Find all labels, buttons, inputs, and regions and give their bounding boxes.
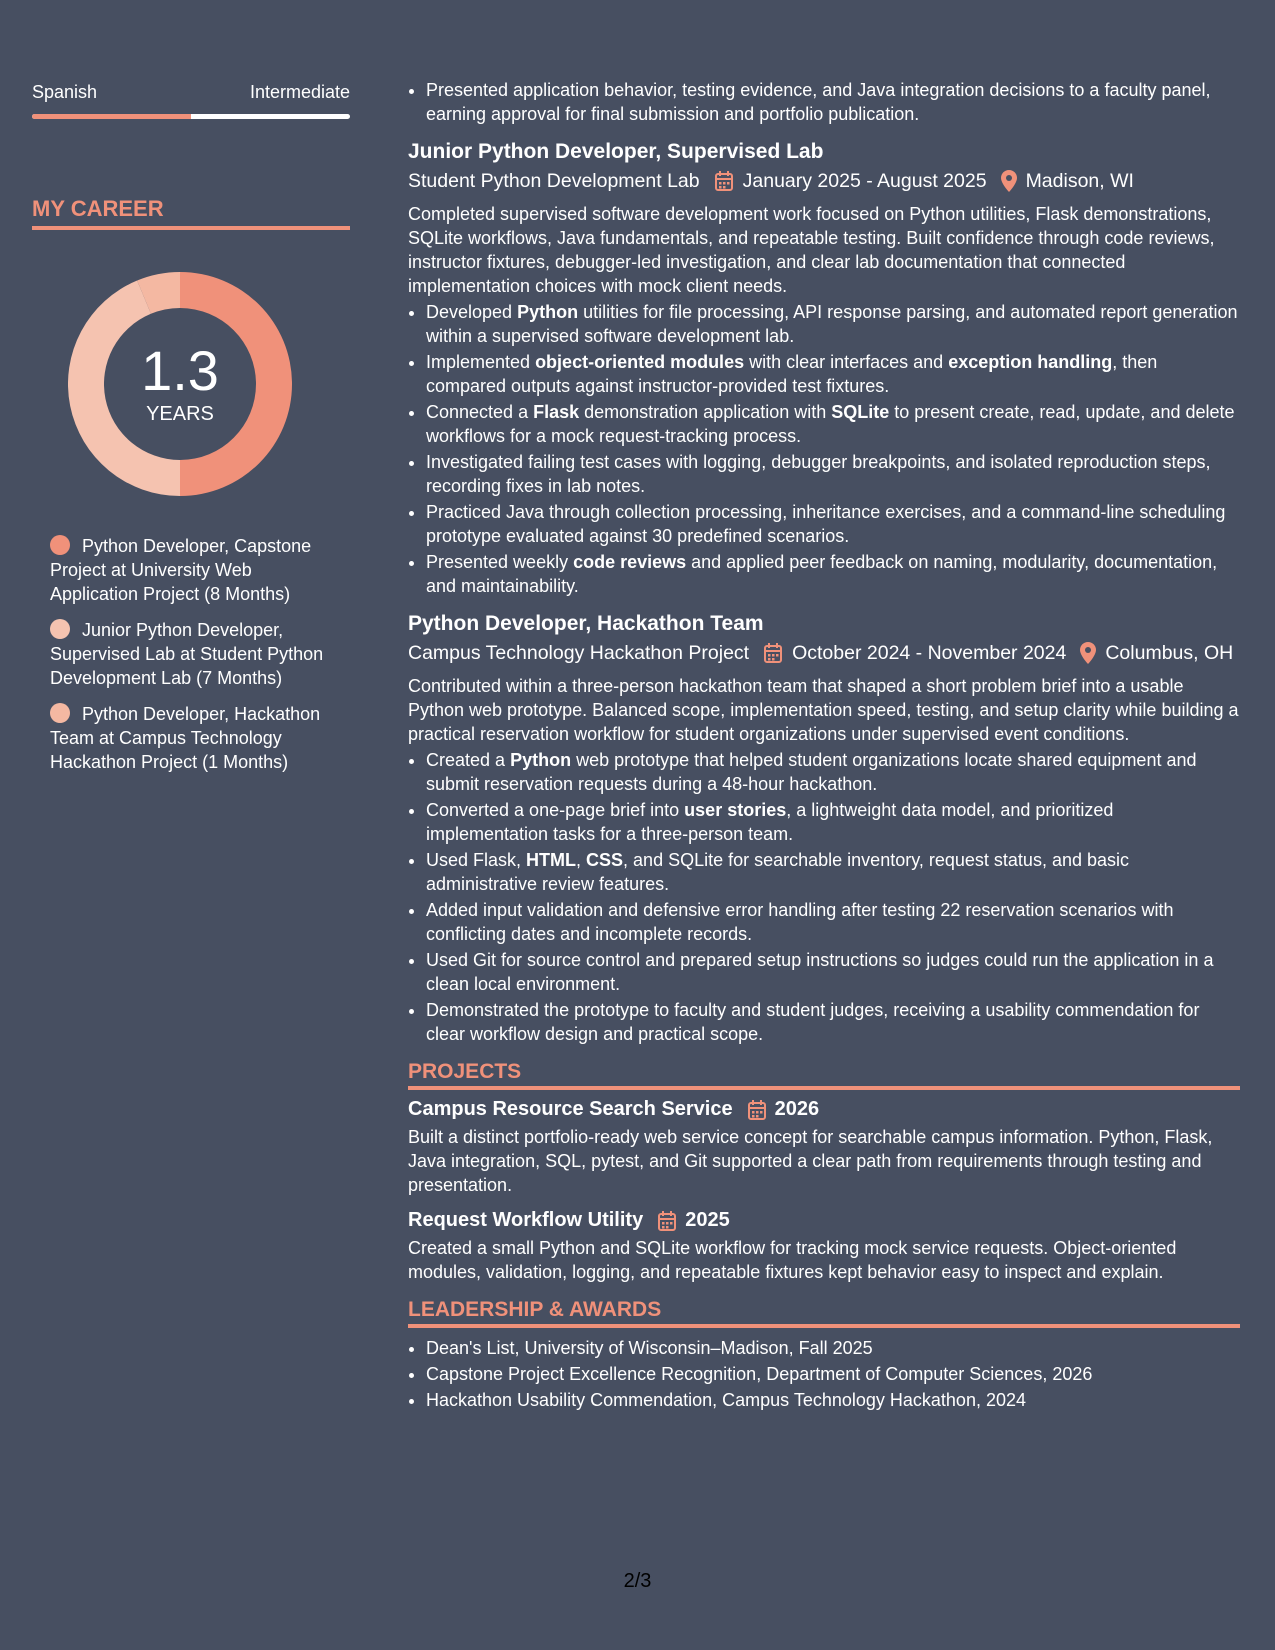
career-legend-item [50, 618, 340, 690]
job-location: Columbus, OH [1105, 642, 1234, 664]
main-content [408, 78, 1240, 1414]
job-bullet [426, 500, 1240, 548]
career-legend-item [50, 702, 340, 774]
bullet-text: Presented weekly [426, 552, 574, 572]
bullet-text: Developed [426, 302, 518, 322]
calendar-icon [714, 170, 734, 192]
job-bullet-list [408, 748, 1240, 1046]
award-item: • Hackathon Usability Commendation, Campus Technology Hackathon, 2024 [426, 1388, 1240, 1412]
job-meta [408, 640, 1240, 666]
language-row [32, 82, 350, 103]
language-level: Intermediate [249, 82, 350, 102]
awards-list [408, 1336, 1240, 1412]
career-legend-label: Python Developer, Hackathon Team at Campus Technology Hackathon Project (1 Months) [50, 704, 321, 772]
job-dates-group [749, 640, 1066, 666]
job-bullet [426, 300, 1240, 348]
bullet-keyword: code reviews [573, 552, 687, 572]
project-description: Built a distinct portfolio-ready web service concept for searchable campus information. Python, Flask, Java integration, SQL, pytest, and Git supported a clear path from requirements through testing and presentation. [408, 1127, 1213, 1195]
bullet-text: to present create, read, update, and delete workflows for a mock request-tracking process. [426, 402, 1235, 446]
award-item: • Capstone Project Excellence Recognition, Department of Computer Sciences, 2026 [426, 1362, 1240, 1386]
calendar-icon [747, 1099, 767, 1121]
projects-heading: PROJECTS [408, 1060, 1240, 1090]
intro-bullet: • Presented application behavior, testing evidence, and Java integration decisions to a faculty panel, earning approval for final submission and portfolio publication. [426, 78, 1240, 126]
calendar-icon [763, 642, 783, 664]
job-location: Madison, WI [1025, 170, 1134, 192]
bullet-text: and applied peer feedback on naming, modularity, documentation, and maintainability. [426, 552, 1218, 596]
language-proficiency-bar [32, 114, 350, 119]
career-donut-center [66, 270, 294, 498]
bullet-text: Converted a one-page brief into [426, 800, 685, 820]
career-legend [50, 534, 340, 786]
bullet-keyword: object-oriented modules [535, 352, 745, 372]
bullet-text: Used Flask, [426, 850, 527, 870]
bullet-text: Connected a [426, 402, 534, 422]
bullet-text: , then compared outputs against instructor-provided test fixtures. [426, 352, 1158, 396]
job-company: Student Python Development Lab [408, 170, 700, 192]
job-bullet [426, 400, 1240, 448]
job-bullet [426, 898, 1240, 946]
job-bullet [426, 450, 1240, 498]
job-company: Campus Technology Hackathon Project [408, 642, 750, 664]
project-description: Created a small Python and SQLite workflow for tracking mock service requests. Object-oriented modules, validation, logging, and repeatable fixtures kept behavior easy to inspect and explain. [408, 1238, 1177, 1282]
job-dates: January 2025 - August 2025 [742, 170, 987, 192]
job-bullet [426, 948, 1240, 996]
job-bullet [426, 350, 1240, 398]
bullet-text: Added input validation and defensive error handling after testing 22 reservation scenarios with conflicting dates and incomplete records. [426, 900, 1174, 944]
location-pin-icon [1080, 642, 1096, 664]
career-total-years: 1.3 [141, 338, 219, 402]
bullet-keyword: HTML [526, 850, 577, 870]
awards-heading: LEADERSHIP & AWARDS [408, 1298, 1240, 1328]
bullet-text: , and SQLite for searchable inventory, request status, and basic administrative review features. [426, 850, 1129, 894]
job-location-group [987, 168, 1134, 194]
job-dates-group [700, 168, 987, 194]
experience-list [408, 140, 1240, 1046]
job-bullet [426, 848, 1240, 896]
bullet-text: , [576, 850, 587, 870]
bullet-text: , a lightweight data model, and prioritized implementation tasks for a three-person team. [426, 800, 1114, 844]
bullet-text: Implemented [426, 352, 536, 372]
career-total-unit: YEARS [146, 402, 214, 425]
language-proficiency-fill [32, 114, 191, 119]
project-title-row [408, 1209, 1240, 1232]
bullet-text: demonstration application with [579, 402, 832, 422]
award-item: • Dean's List, University of Wisconsin–Madison, Fall 2025 [426, 1336, 1240, 1360]
location-pin-icon [1001, 170, 1017, 192]
bullet-text: utilities for file processing, API response parsing, and automated report generation within a supervised software development lab. [426, 302, 1238, 346]
bullet-keyword: user stories [684, 800, 787, 820]
job-title: Junior Python Developer, Supervised Lab [408, 140, 824, 163]
language-name: Spanish [32, 82, 98, 102]
career-legend-label: Junior Python Developer, Supervised Lab at Student Python Development Lab (7 Months) [50, 620, 324, 688]
calendar-icon [657, 1210, 677, 1232]
job-meta [408, 168, 1240, 194]
career-heading: MY CAREER [32, 196, 350, 230]
job-bullet [426, 748, 1240, 796]
job-bullet-list [408, 300, 1240, 598]
intro-bullet-list [408, 78, 1240, 126]
bullet-keyword: CSS [586, 850, 624, 870]
job-bullet [426, 998, 1240, 1046]
bullet-text: Demonstrated the prototype to faculty and student judges, receiving a usability commendation for clear workflow design and practical scope. [426, 1000, 1200, 1044]
bullet-text: Used Git for source control and prepared setup instructions so judges could run the application in a clean local environment. [426, 950, 1214, 994]
experience-entry [408, 140, 1240, 598]
legend-dot-icon [50, 619, 70, 639]
bullet-keyword: Flask [533, 402, 580, 422]
bullet-keyword: SQLite [831, 402, 890, 422]
bullet-text: web prototype that helped student organizations locate shared equipment and submit reservation requests during a 48-hour hackathon. [426, 750, 1197, 794]
projects-list [408, 1098, 1240, 1284]
career-legend-label: Python Developer, Capstone Project at University Web Application Project (8 Months) [50, 536, 312, 604]
bullet-text: with clear interfaces and [744, 352, 949, 372]
job-summary: Contributed within a three-person hackathon team that shaped a short problem brief into a usable Python web prototype. Balanced scope, implementation speed, testing, and setup clarity while building a practical reservation workflow for student organizations under supervised event conditions. [408, 676, 1239, 744]
career-legend-item [50, 534, 340, 606]
project-year: 2025 [685, 1209, 730, 1231]
job-title: Python Developer, Hackathon Team [408, 612, 764, 635]
bullet-text: Investigated failing test cases with logging, debugger breakpoints, and isolated reproduction steps, recording fixes in lab notes. [426, 452, 1211, 496]
experience-entry [408, 612, 1240, 1046]
project-title-row [408, 1098, 1240, 1121]
bullet-keyword: Python [510, 750, 572, 770]
bullet-text: Created a [426, 750, 511, 770]
job-dates: October 2024 - November 2024 [792, 642, 1067, 664]
project-year: 2026 [774, 1098, 820, 1120]
project-name: Campus Resource Search Service [408, 1098, 733, 1120]
legend-dot-icon [50, 703, 70, 723]
bullet-keyword: Python [517, 302, 579, 322]
job-location-group [1066, 640, 1233, 666]
project-name: Request Workflow Utility [408, 1209, 644, 1231]
bullet-text: Practiced Java through collection processing, inheritance exercises, and a command-line scheduling prototype evaluated against 30 predefined scenarios. [426, 502, 1226, 546]
page-number: 2/3 [623, 1570, 652, 1592]
job-bullet [426, 798, 1240, 846]
legend-dot-icon [50, 535, 70, 555]
job-bullet [426, 550, 1240, 598]
job-summary: Completed supervised software development work focused on Python utilities, Flask demonstrations, SQLite workflows, Java fundamentals, and repeatable testing. Built confidence through code reviews, instructor fixtures, debugger-led investigation, and clear lab documentation that connected implementation choices with mock client needs. [408, 204, 1215, 296]
bullet-keyword: exception handling [948, 352, 1113, 372]
